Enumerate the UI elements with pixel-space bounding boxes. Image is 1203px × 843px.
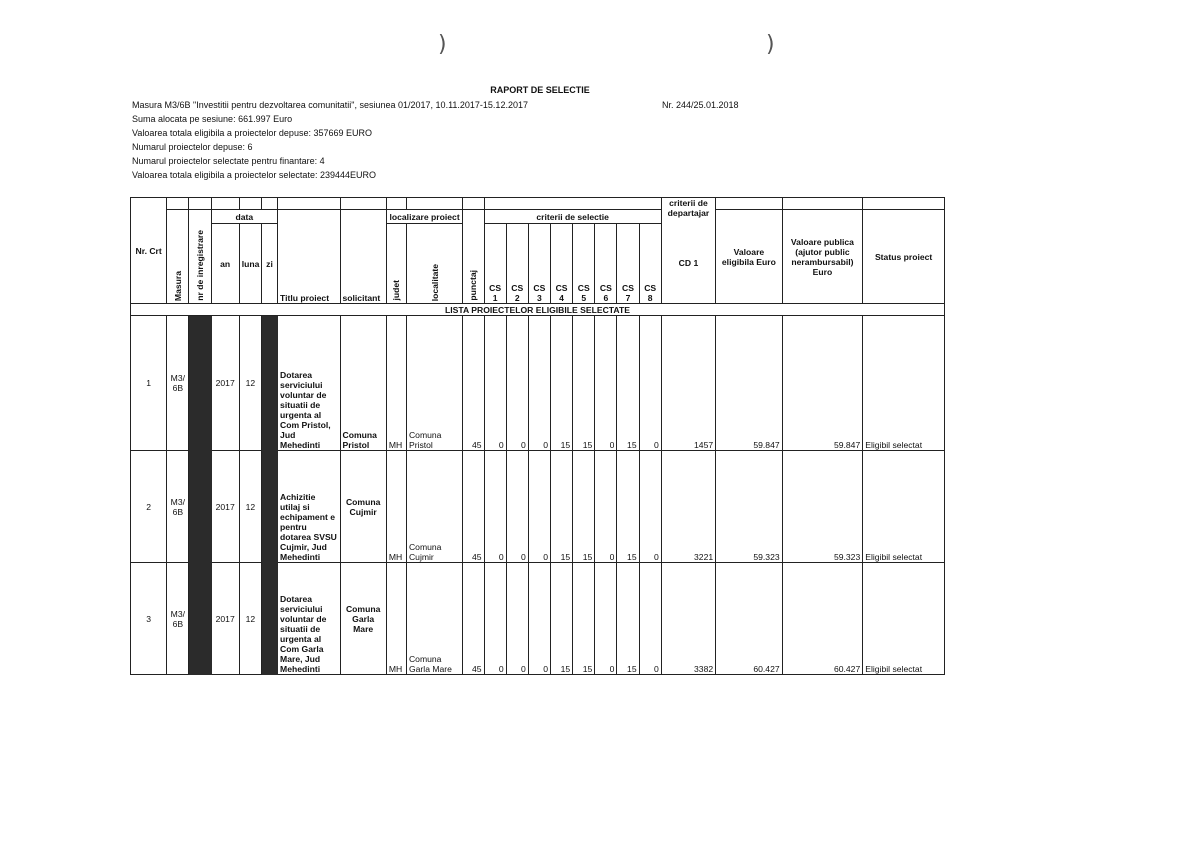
row-cs8: 0 [639,451,661,563]
departajare-header: criterii de departajar CD 1 [661,210,715,304]
row-cs5: 15 [573,563,595,675]
judet-header: judet [386,224,406,304]
punch-hole-mark-right: ) [766,32,775,57]
row-cs7: 15 [617,563,639,675]
measure-line: Masura M3/6B "Investitii pentru dezvoltarea comunitatii", sesiunea 01/2017, 10.11.2017-15.12.2017 [132,100,528,110]
punctaj-header: punctaj [463,210,484,304]
valoare-publica-header: Valoare publica (ajutor public nerambursabil) Euro [782,210,863,304]
cs6-header: CS 6 [595,224,617,304]
cs4-header: CS 4 [550,224,572,304]
cd1-header: CD 1 [678,257,699,268]
localizare-group-header: localizare proiect [386,210,463,224]
row-valoare-publica: 59.323 [782,451,863,563]
header-row-groups [131,210,945,224]
row-punctaj: 45 [463,451,484,563]
row-cs2: 0 [506,451,528,563]
row-valoare-eligibila: 60.427 [716,563,782,675]
row-cs3: 0 [528,316,550,451]
cs7-header: CS 7 [617,224,639,304]
row-cd1: 3382 [661,563,715,675]
row-cs1: 0 [484,316,506,451]
row-cs4: 15 [550,451,572,563]
row-cs3: 0 [528,451,550,563]
row-cs6: 0 [595,563,617,675]
row-cs6: 0 [595,316,617,451]
row-cs3: 0 [528,563,550,675]
header-row-top [131,198,945,210]
row-valoare-eligibila: 59.323 [716,451,782,563]
report-title: RAPORT DE SELECTIE [490,85,590,95]
row-luna: 12 [239,316,261,451]
valoare-eligibila-header: Valoare eligibila Euro [716,210,782,304]
row-cs2: 0 [506,316,528,451]
allocated-sum: Suma alocata pe sesiune: 661.997 Euro [132,114,293,124]
row-valoare-eligibila: 59.847 [716,316,782,451]
redacted-registration-number [189,316,211,451]
zi-header: zi [261,224,277,304]
row-cs1: 0 [484,563,506,675]
row-masura: M3/ 6B [167,316,189,451]
row-cd1: 1457 [661,316,715,451]
row-titlu: Dotarea serviciului voluntar de situatii de urgenta al Com Pristol, Jud Mehedinti [278,316,340,451]
row-cs8: 0 [639,316,661,451]
row-cs7: 15 [617,451,639,563]
table-row [131,316,945,451]
redacted-registration-number [189,563,211,675]
row-judet: MH [386,451,406,563]
row-cd1: 3221 [661,451,715,563]
data-group-header: data [211,210,277,224]
row-nr: 3 [131,563,167,675]
localitate-header: localitate [406,224,462,304]
row-titlu: Achizitie utilaj si echipament e pentru dotarea SVSU Cujmir, Jud Mehedinti [278,451,340,563]
row-cs7: 15 [617,316,639,451]
section-label: LISTA PROIECTELOR ELIGIBILE SELECTATE [131,304,945,316]
nr-crt-header: Nr. Crt [131,198,167,304]
row-punctaj: 45 [463,316,484,451]
row-luna: 12 [239,451,261,563]
nr-inregistrare-header: nr de inregistrare [189,210,211,304]
row-localitate: Comuna Garla Mare [406,563,462,675]
deposited-count: Numarul proiectelor depuse: 6 [132,142,253,152]
cs8-header: CS 8 [639,224,661,304]
section-row [131,304,945,316]
row-localitate: Comuna Cujmir [406,451,462,563]
row-judet: MH [386,316,406,451]
row-masura: M3/ 6B [167,451,189,563]
row-titlu: Dotarea serviciului voluntar de situatii de urgenta al Com Garla Mare, Jud Mehedinti [278,563,340,675]
row-masura: M3/ 6B [167,563,189,675]
row-punctaj: 45 [463,563,484,675]
row-cs5: 15 [573,451,595,563]
row-an: 2017 [211,451,239,563]
table-row [131,451,945,563]
row-status: Eligibil selectat [863,316,945,451]
row-an: 2017 [211,316,239,451]
row-cs1: 0 [484,451,506,563]
row-cs2: 0 [506,563,528,675]
row-status: Eligibil selectat [863,451,945,563]
document-number: Nr. 244/25.01.2018 [662,100,739,110]
luna-header: luna [239,224,261,304]
cs5-header: CS 5 [573,224,595,304]
total-selected-value: Valoarea totala eligibila a proiectelor selectate: 239444EURO [132,170,376,180]
row-nr: 2 [131,451,167,563]
redacted-registration-number [189,451,211,563]
row-valoare-publica: 60.427 [782,563,863,675]
cs2-header: CS 2 [506,224,528,304]
row-luna: 12 [239,563,261,675]
criterii-selectie-header: criterii de selectie [484,210,661,224]
total-deposited-value: Valoarea totala eligibila a proiectelor depuse: 357669 EURO [132,128,372,138]
redacted-day [261,316,277,451]
selected-count: Numarul proiectelor selectate pentru finantare: 4 [132,156,325,166]
row-solicitant: Comuna Pristol [340,316,386,451]
punch-hole-mark-left: ) [438,32,447,57]
row-cs5: 15 [573,316,595,451]
status-proiect-header: Status proiect [863,210,945,304]
cs3-header: CS 3 [528,224,550,304]
row-solicitant: Comuna Garla Mare [340,563,386,675]
titlu-proiect-header: Titlu proiect [278,210,340,304]
an-header: an [211,224,239,304]
solicitant-header: solicitant [340,210,386,304]
row-valoare-publica: 59.847 [782,316,863,451]
row-an: 2017 [211,563,239,675]
row-cs8: 0 [639,563,661,675]
table-row [131,563,945,675]
row-solicitant: Comuna Cujmir [340,451,386,563]
redacted-day [261,451,277,563]
selection-table [130,197,945,675]
row-cs4: 15 [550,316,572,451]
masura-header: Masura [167,210,189,304]
redacted-day [261,563,277,675]
row-localitate: Comuna Pristol [406,316,462,451]
cs1-header: CS 1 [484,224,506,304]
row-nr: 1 [131,316,167,451]
row-status: Eligibil selectat [863,563,945,675]
row-cs6: 0 [595,451,617,563]
row-judet: MH [386,563,406,675]
row-cs4: 15 [550,563,572,675]
